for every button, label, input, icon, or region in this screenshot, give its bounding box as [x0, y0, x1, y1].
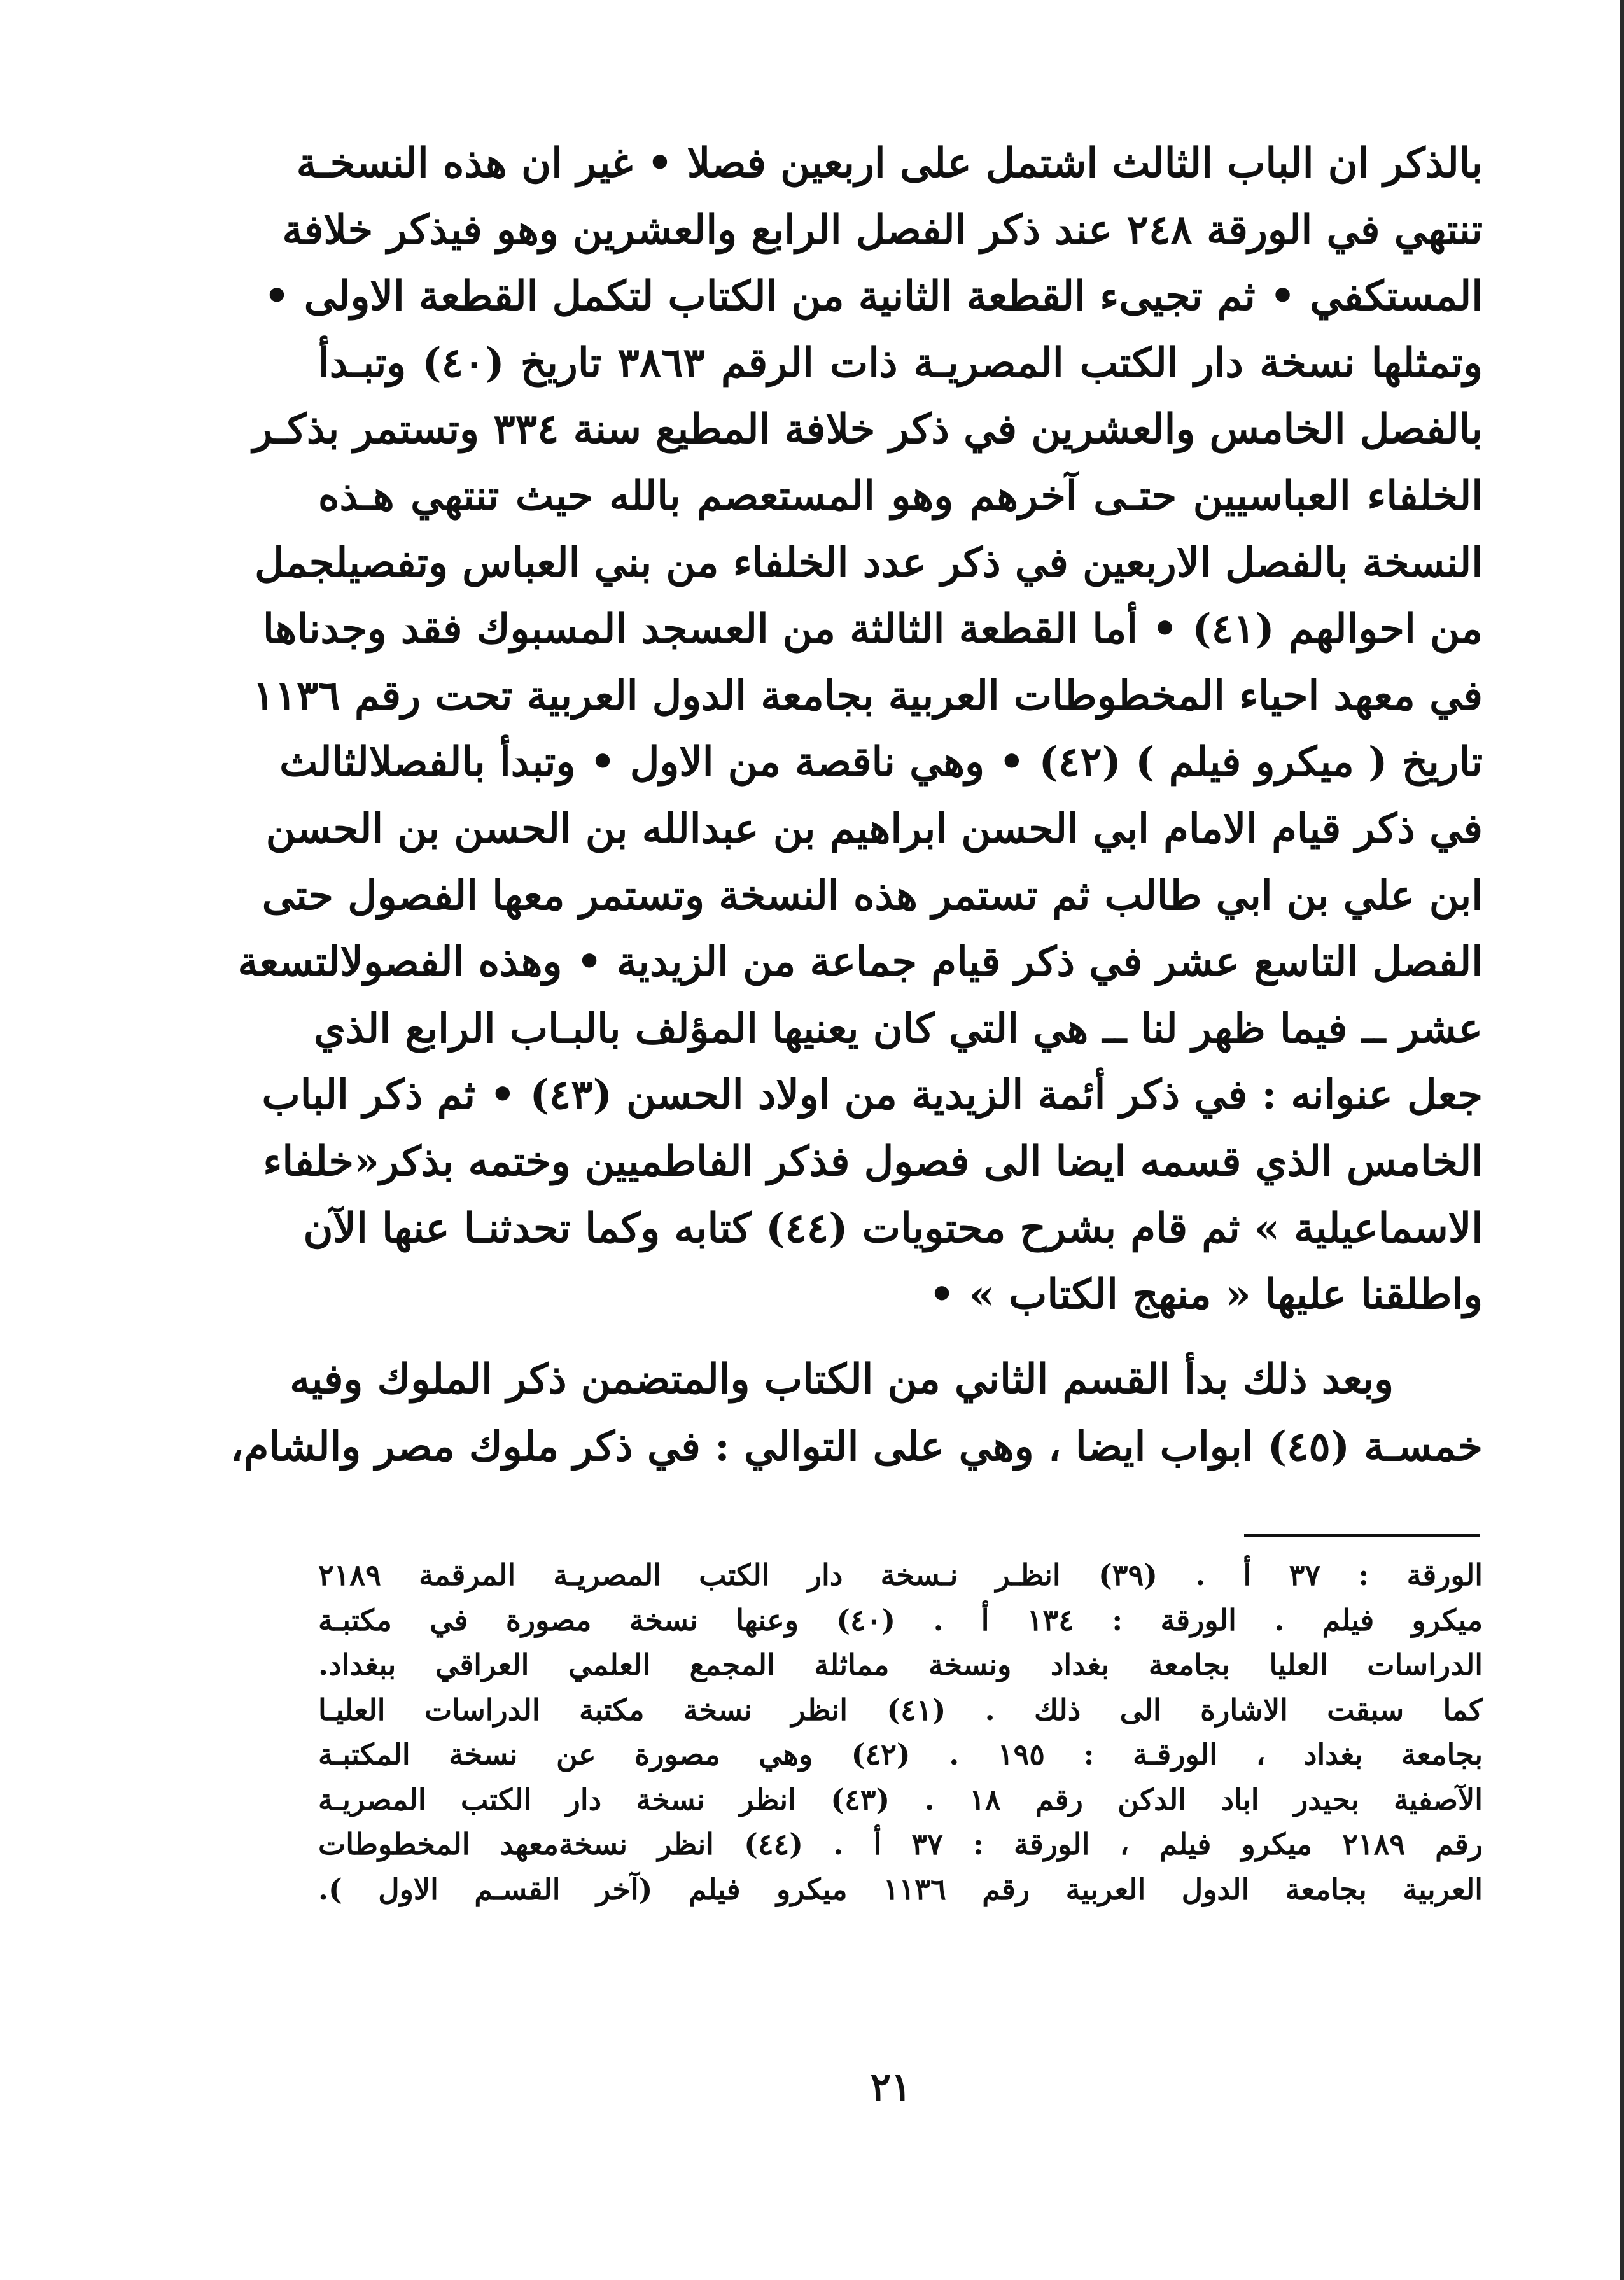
text-line: ابن علي بن ابي طالب ثم تستمر هذه النسخة وتستمر معها الفصول حتى — [262, 871, 1483, 920]
text-line: جعل عنوانه : في ذكر أئمة الزيدية من اولاد الحسن (٤٣) • ثم ذكر الباب — [262, 1071, 1483, 1119]
text-line: الخامس الذي قسمه ايضا الى فصول فذكر الفاطميين وختمه بذكر«خلفاء — [263, 1137, 1483, 1185]
text-line: في معهد احياء المخطوطات العربية بجامعة الدول العربية تحت رقم ١١٣٦ — [253, 671, 1483, 720]
text-line: الاسماعيلية » ثم قام بشرح محتويات (٤٤) كتابه وكما تحدثنـا عنها الآن — [303, 1204, 1483, 1252]
footnote-line: الآصفية بحيدر اباد الدكن رقم ١٨ . (٤٣) انظر نسخة دار الكتب المصريـة — [318, 1782, 1483, 1817]
footnote-line: العربية بجامعة الدول العربية رقم ١١٣٦ ميكرو فيلم (آخر القسـم الاول ). — [318, 1871, 1483, 1906]
text-line: المستكفي • ثم تجيىء القطعة الثانية من الكتاب لتكمل القطعة الاولى • — [263, 272, 1483, 321]
text-line: بالفصل الخامس والعشرين في ذكر خلافة المطيع سنة ٣٣٤ وتستمر بذكـر — [253, 405, 1483, 454]
footnote-line: الدراسات العليا بجامعة بغداد ونسخة مماثلة المجمع العلمي العراقي ببغداد. — [318, 1647, 1483, 1682]
text-line: وتمثلها نسخة دار الكتب المصريـة ذات الرقم ٣٨٦٣ تاريخ (٤٠) وتبـدأ — [318, 339, 1483, 387]
text-line: الخلفاء العباسيين حتـى آخرهم وهو المستعصم بالله حيث تنتهي هـذه — [318, 472, 1483, 520]
footnote-line: كما سبقت الاشارة الى ذلك . (٤١) انظر نسخة مكتبة الدراسات العليـا — [318, 1692, 1483, 1727]
second-paragraph — [230, 1346, 1483, 1481]
footnote-line: رقم ٢١٨٩ ميكرو فيلم ، الورقة : ٣٧ أ . (٤٤) انظر نسخةمعهد المخطوطات — [318, 1827, 1483, 1861]
footnote-divider — [1244, 1534, 1480, 1537]
text-line: خمسـة (٤٥) ابواب ايضا ، وهي على التوالي : في ذكر ملوك مصر والشام، — [230, 1423, 1483, 1471]
footnotes — [318, 1553, 1483, 1912]
footnote-line: بجامعة بغداد ، الورقـة : ١٩٥ . (٤٢) وهي مصورة عن نسخة المكتبـة — [318, 1737, 1483, 1772]
text-line: واطلقنا عليها « منهج الكتاب » • — [928, 1271, 1483, 1319]
main-paragraph — [237, 130, 1483, 1329]
text-line: تنتهي في الورقة ٢٤٨ عند ذكر الفصل الرابع والعشرين وهو فيذكر خلافة — [282, 206, 1483, 254]
text-line: في ذكر قيام الامام ابي الحسن ابراهيم بن عبدالله بن الحسن بن الحسن — [265, 804, 1483, 853]
page-number: ٢١ — [870, 2065, 912, 2109]
text-line: الفصل التاسع عشر في ذكر قيام جماعة من الزيدية • وهذه الفصولالتسعة — [237, 938, 1483, 986]
text-line: وبعد ذلك بدأ القسم الثاني من الكتاب والمتضمن ذكر الملوك وفيه — [290, 1355, 1394, 1403]
text-line: عشر ــ فيما ظهر لنا ــ هي التي كان يعنيها المؤلف بالبـاب الرابع الذي — [314, 1004, 1483, 1053]
footnote-line: ميكرو فيلم . الورقة : ١٣٤ أ . (٤٠) وعنها نسخة مصورة في مكتبـة — [318, 1602, 1483, 1637]
footnote-line: الورقة : ٣٧ أ . (٣٩) انظـر نـسخة دار الكتب المصريـة المرقمة ٢١٨٩ — [318, 1558, 1483, 1592]
text-line: بالذكر ان الباب الثالث اشتمل على اربعين فصلا • غير ان هذه النسخـة — [296, 139, 1483, 187]
text-line: تاريخ ( ميكرو فيلم ) (٤٢) • وهي ناقصة من الاول • وتبدأ بالفصلالثالث — [279, 738, 1483, 787]
text-line: من احوالهم (٤١) • أما القطعة الثالثة من العسجد المسبوك فقد وجدناها — [262, 605, 1483, 654]
page-edge — [1620, 0, 1624, 2280]
text-line: النسخة بالفصل الاربعين في ذكر عدد الخلفاء من بني العباس وتفصيلجمل — [255, 538, 1483, 587]
